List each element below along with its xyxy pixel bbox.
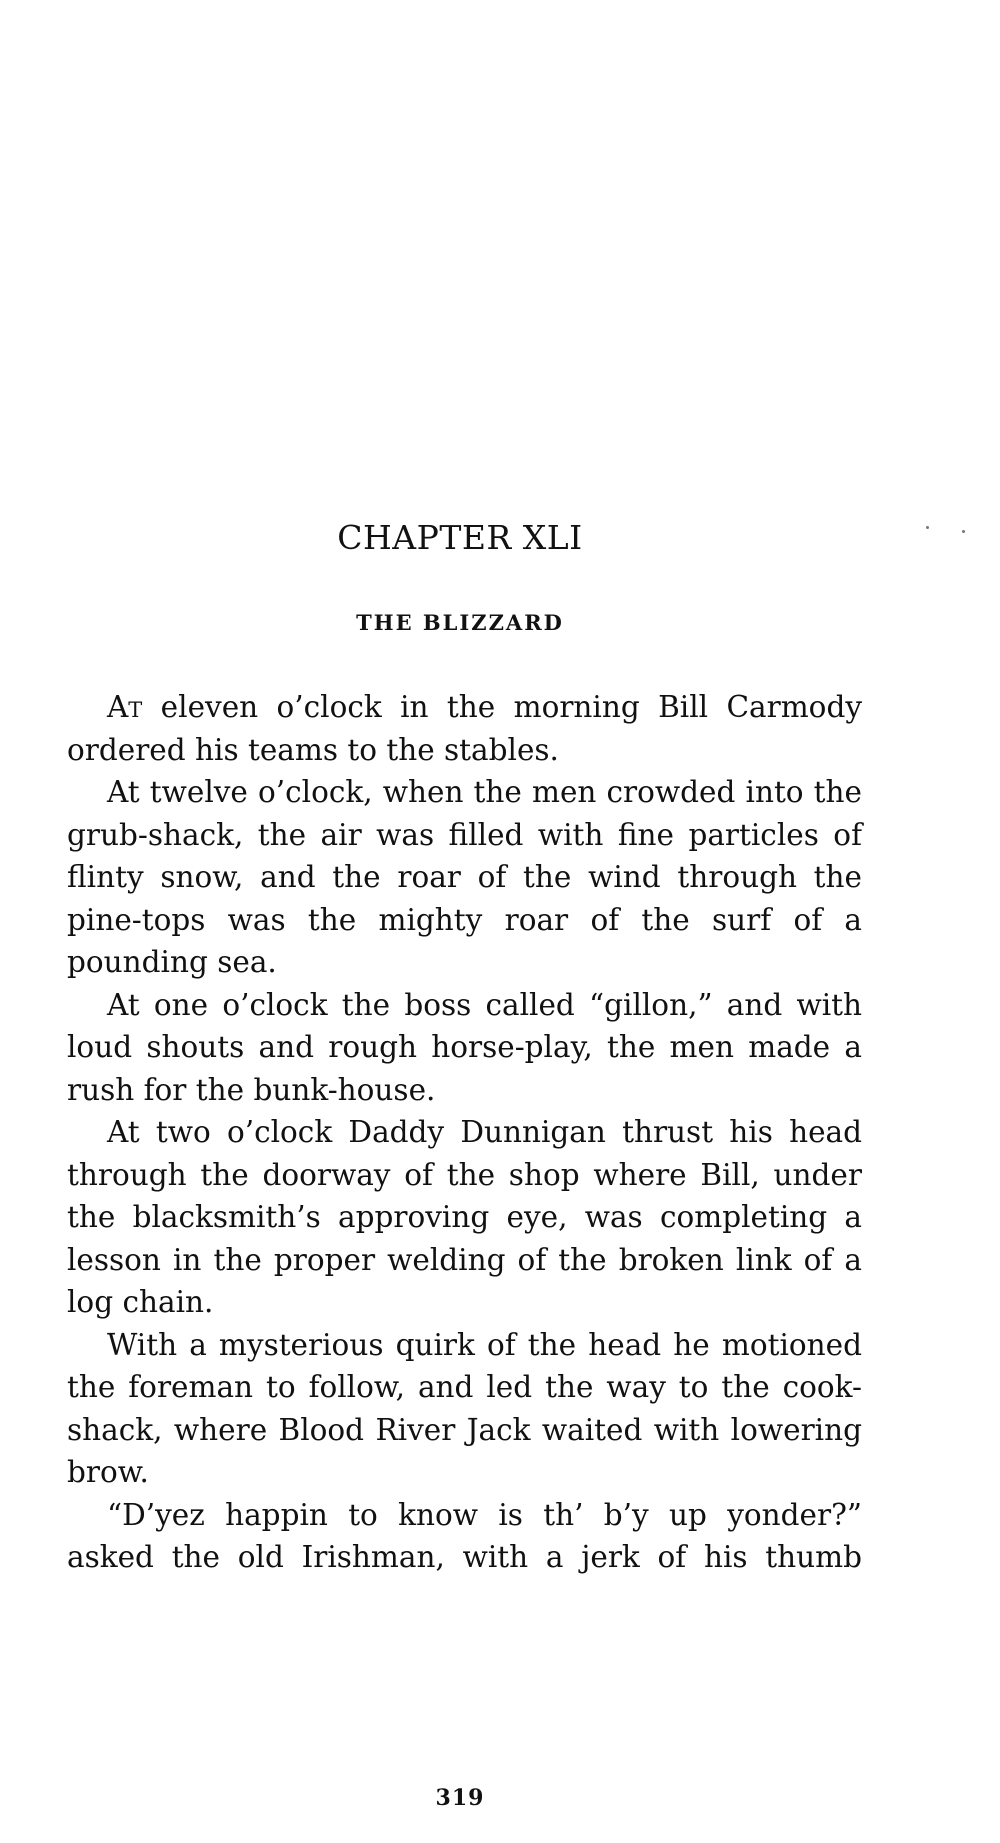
paragraph-lead-word: At — [107, 690, 143, 724]
page-number: 319 — [435, 1785, 485, 1811]
chapter-subtitle: THE BLIZZARD — [356, 610, 564, 635]
paragraph: With a mysterious quirk of the head he motioned the foreman to follow, and led the way to the cook-shack, where Blood River Jack waited with lowering brow. — [67, 1327, 862, 1489]
chapter-body — [67, 686, 862, 1579]
paragraph-text: eleven o’clock in the morning Bill Carmody ordered his teams to the stables. — [67, 690, 862, 767]
paragraph: At one o’clock the boss called “gillon,” and with loud shouts and rough horse-play, the men made a rush for the bunk-house. — [67, 987, 862, 1107]
paragraph — [67, 686, 862, 771]
paragraph: “D’yez happin to know is th’ b’y up yonder?” asked the old Irishman, with a jerk of his thumb — [67, 1497, 862, 1574]
dust-speck — [926, 526, 929, 529]
paragraph: At two o’clock Daddy Dunnigan thrust his head through the doorway of the shop where Bill, under the blacksmith’s approving eye, was completing a lesson in the proper welding of the broken link of a log chain. — [67, 1115, 862, 1319]
paragraph: At twelve o’clock, when the men crowded into the grub-shack, the air was filled with fine particles of flinty snow, and the roar of the wind through the pine-tops was the mighty roar of the surf of a pounding sea. — [67, 775, 862, 979]
chapter-heading: CHAPTER XLI — [337, 518, 583, 557]
dust-speck — [962, 530, 965, 533]
